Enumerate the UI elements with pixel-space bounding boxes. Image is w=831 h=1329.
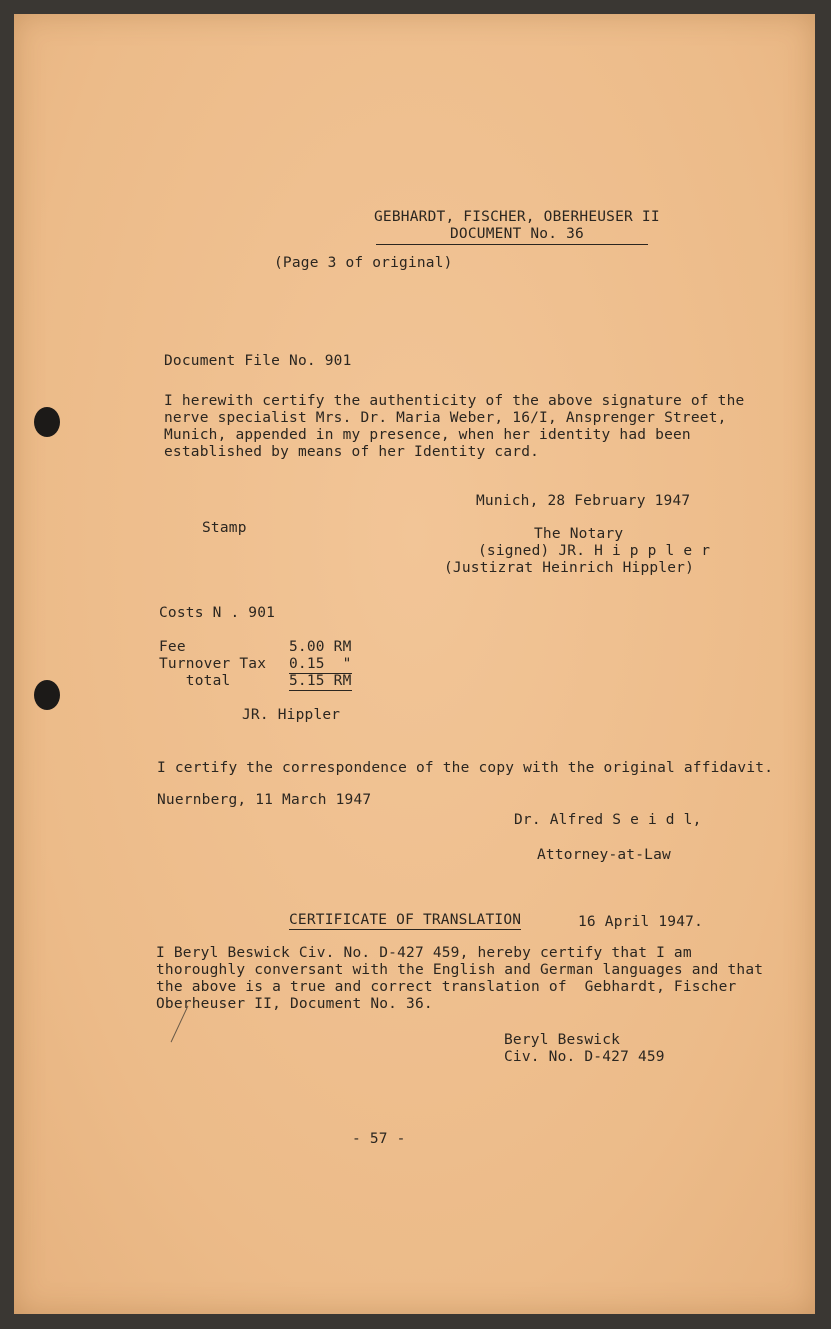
translation-line-3: the above is a true and correct translation of Gebhardt, Fischer xyxy=(156,979,737,995)
notary-name: (Justizrat Heinrich Hippler) xyxy=(444,560,695,576)
cost-label-total: total xyxy=(159,673,231,689)
cost-label-fee: Fee xyxy=(159,639,186,655)
certification-line-4: established by means of her Identity card. xyxy=(164,444,540,460)
translation-heading: CERTIFICATE OF TRANSLATION xyxy=(289,912,522,928)
translation-signer: Beryl Beswick xyxy=(504,1032,621,1048)
certification-line-2: nerve specialist Mrs. Dr. Maria Weber, 16/I, Ansprenger Street, xyxy=(164,410,727,426)
costs-heading: Costs N . 901 xyxy=(159,605,276,621)
translation-line-2: thoroughly conversant with the English and German languages and that xyxy=(156,962,764,978)
stamp-label: Stamp xyxy=(202,520,247,536)
translation-line-1: I Beryl Beswick Civ. No. D-427 459, hereby certify that I am xyxy=(156,945,692,961)
notary-title: The Notary xyxy=(534,526,624,542)
document-page xyxy=(14,14,815,1314)
header-underline xyxy=(376,244,648,245)
translation-date: 16 April 1947. xyxy=(578,914,704,930)
page-note: (Page 3 of original) xyxy=(274,255,453,271)
correspondence-statement: I certify the correspondence of the copy with the original affidavit. xyxy=(157,760,774,776)
certification-line-1: I herewith certify the authenticity of the above signature of the xyxy=(164,393,745,409)
cost-amount-total: 5.15 RM xyxy=(289,673,352,689)
cost-amount-turnover-tax: 0.15 " xyxy=(289,656,352,672)
punch-hole-top xyxy=(34,407,60,437)
costs-signature: JR. Hippler xyxy=(242,707,341,723)
correspondence-signer-title: Attorney-at-Law xyxy=(537,847,671,863)
document-file-number: Document File No. 901 xyxy=(164,353,352,369)
page-number: - 57 - xyxy=(352,1131,406,1147)
translation-signer-id: Civ. No. D-427 459 xyxy=(504,1049,665,1065)
correspondence-place-date: Nuernberg, 11 March 1947 xyxy=(157,792,372,808)
notary-signed: (signed) JR. H i p p l e r xyxy=(478,543,711,559)
certification-place-date: Munich, 28 February 1947 xyxy=(476,493,691,509)
header-line-1: GEBHARDT, FISCHER, OBERHEUSER II xyxy=(374,209,660,225)
cost-amount-fee: 5.00 RM xyxy=(289,639,352,655)
correspondence-signer: Dr. Alfred S e i d l, xyxy=(514,812,702,828)
translation-line-4: Oberheuser II, Document No. 36. xyxy=(156,996,433,1012)
certification-line-3: Munich, appended in my presence, when her identity had been xyxy=(164,427,691,443)
cost-label-turnover-tax: Turnover Tax xyxy=(159,656,267,672)
punch-hole-bottom xyxy=(34,680,60,710)
header-line-2: DOCUMENT No. 36 xyxy=(450,226,584,242)
